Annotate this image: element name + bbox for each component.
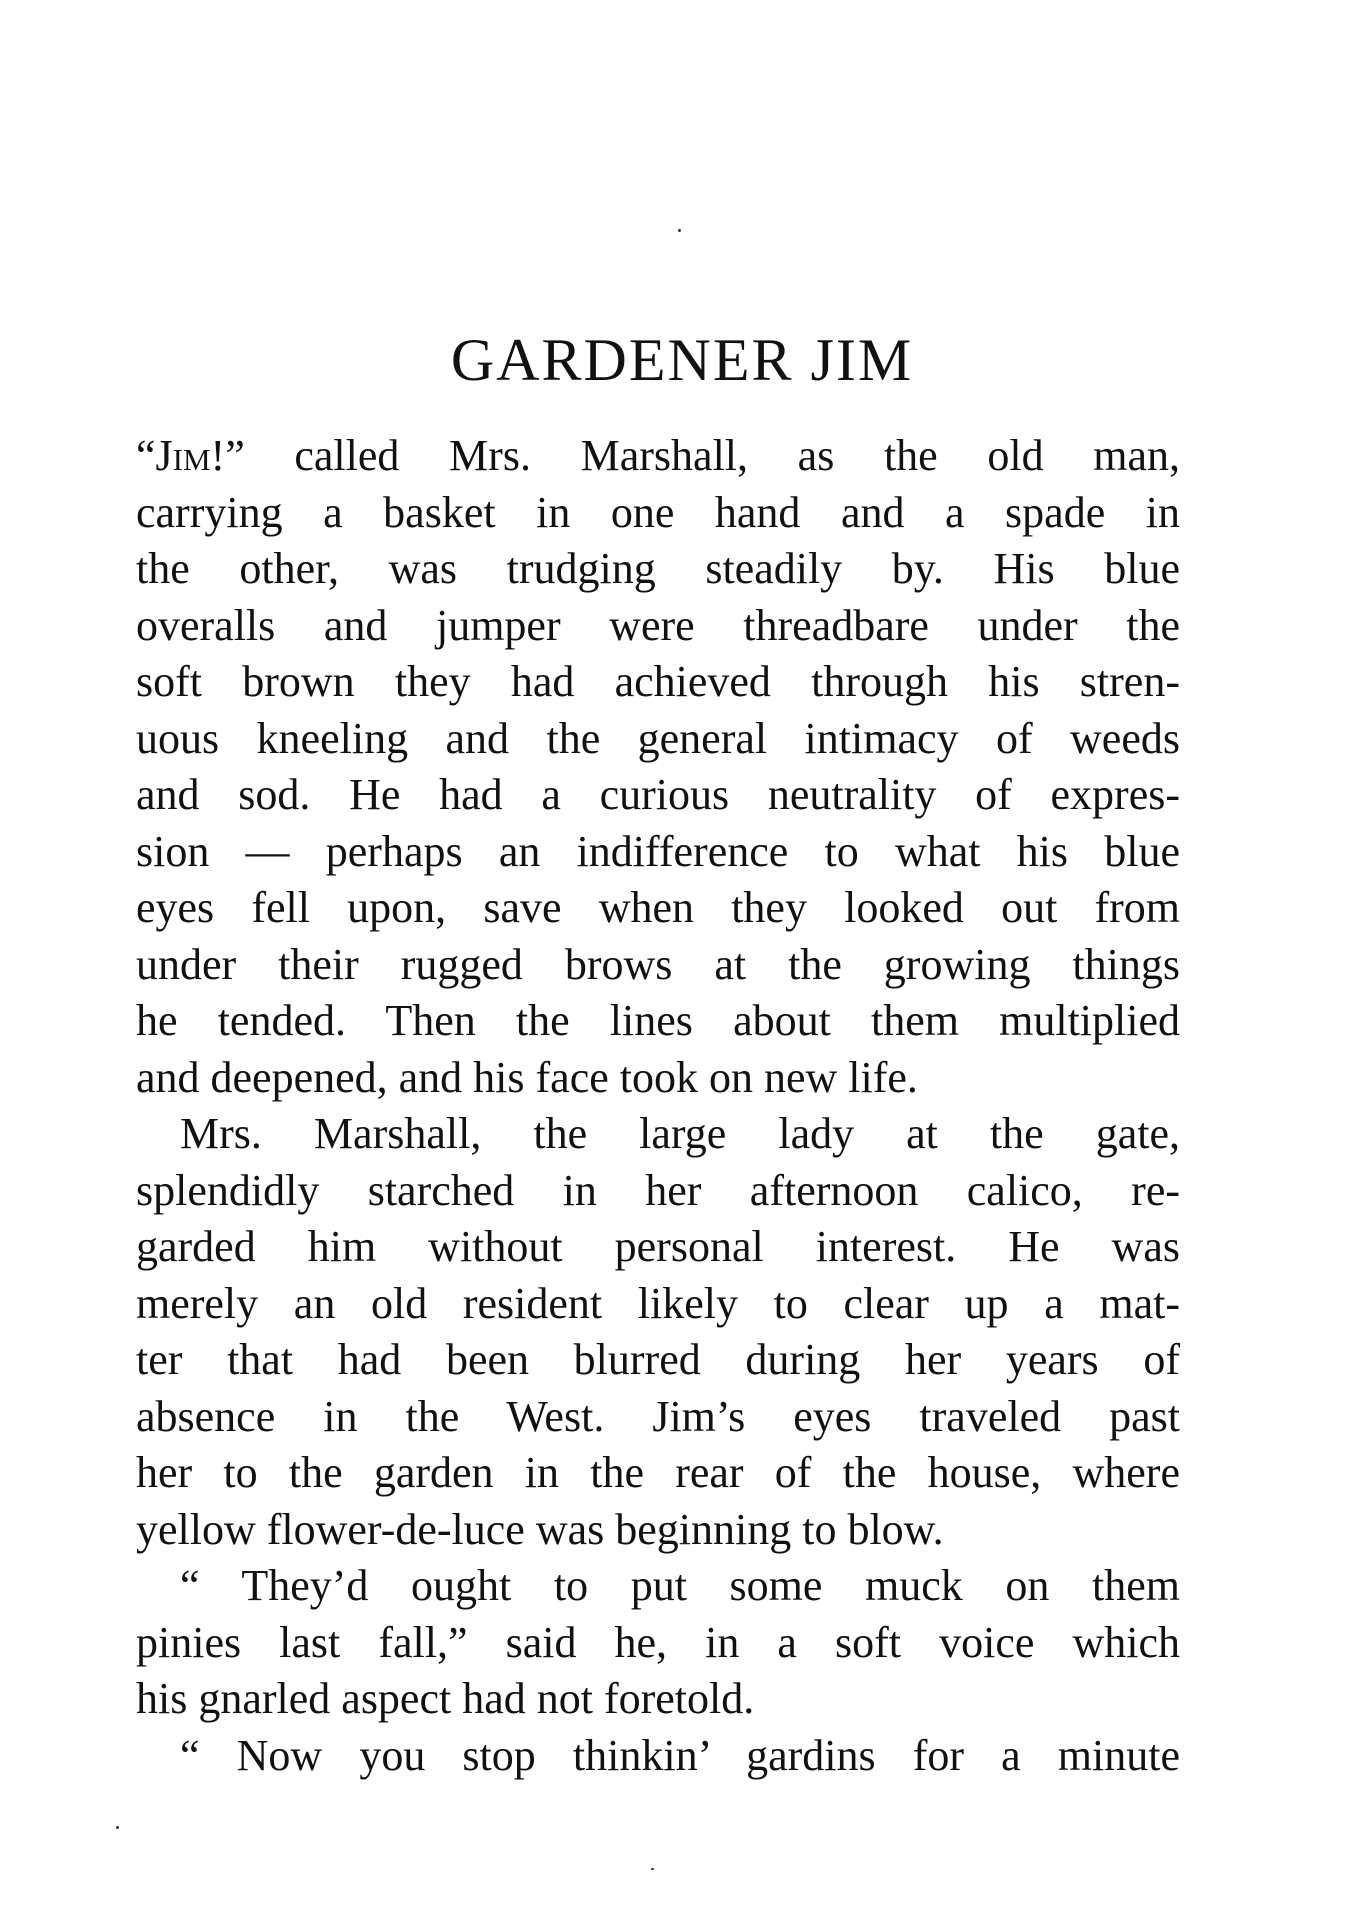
text-line: sion — perhaps an indifference to what his blue — [136, 826, 1180, 876]
text-line: merely an old resident likely to clear up a mat- — [136, 1278, 1180, 1328]
chapter-title: GARDENER JIM — [450, 327, 914, 393]
text-line: uous kneeling and the general intimacy of weeds — [136, 713, 1180, 763]
text-line: his gnarled aspect had not foretold. — [136, 1674, 755, 1723]
text-line: the other, was trudging steadily by. His blue — [136, 544, 1180, 593]
print-speck-bottom-left — [116, 1826, 119, 1829]
paragraph-4-line-1: “ Now you stop thinkin’ gardins for a minute — [180, 1730, 1180, 1780]
text-line: garded him without personal interest. He was — [136, 1222, 1180, 1271]
text-line: overalls and jumper were threadbare under the — [136, 600, 1180, 650]
paragraph-3-line-1: “ They’d ought to put some muck on them — [180, 1561, 1180, 1610]
page-body-text — [136, 428, 1180, 1784]
text-line: carrying a basket in one hand and a spade in — [136, 487, 1180, 537]
text-line: splendidly starched in her afternoon calico, re- — [136, 1165, 1180, 1215]
text-line: pinies last fall,” said he, in a soft voice which — [136, 1617, 1180, 1667]
text-line: eyes fell upon, save when they looked out from — [136, 883, 1180, 932]
print-speck-bottom-center — [651, 1868, 654, 1870]
text-line: her to the garden in the rear of the house, where — [136, 1448, 1180, 1497]
text-line: yellow flower-de-luce was beginning to blow. — [136, 1504, 944, 1554]
print-speck-top — [678, 229, 681, 232]
text-line: he tended. Then the lines about them multiplied — [136, 996, 1180, 1045]
text-line: ter that had been blurred during her years of — [136, 1335, 1180, 1384]
text-line: soft brown they had achieved through his stren- — [136, 657, 1180, 706]
paragraph-2-line-1: Mrs. Marshall, the large lady at the gate, — [180, 1109, 1180, 1158]
text-line: absence in the West. Jim’s eyes traveled past — [136, 1391, 1180, 1441]
text-line: and deepened, and his face took on new life. — [136, 1052, 918, 1102]
text-line: under their rugged brows at the growing things — [136, 939, 1180, 989]
text-line: and sod. He had a curious neutrality of expres- — [136, 770, 1180, 819]
paragraph-1-line-1: “Jim!” called Mrs. Marshall, as the old man, — [136, 431, 1180, 480]
